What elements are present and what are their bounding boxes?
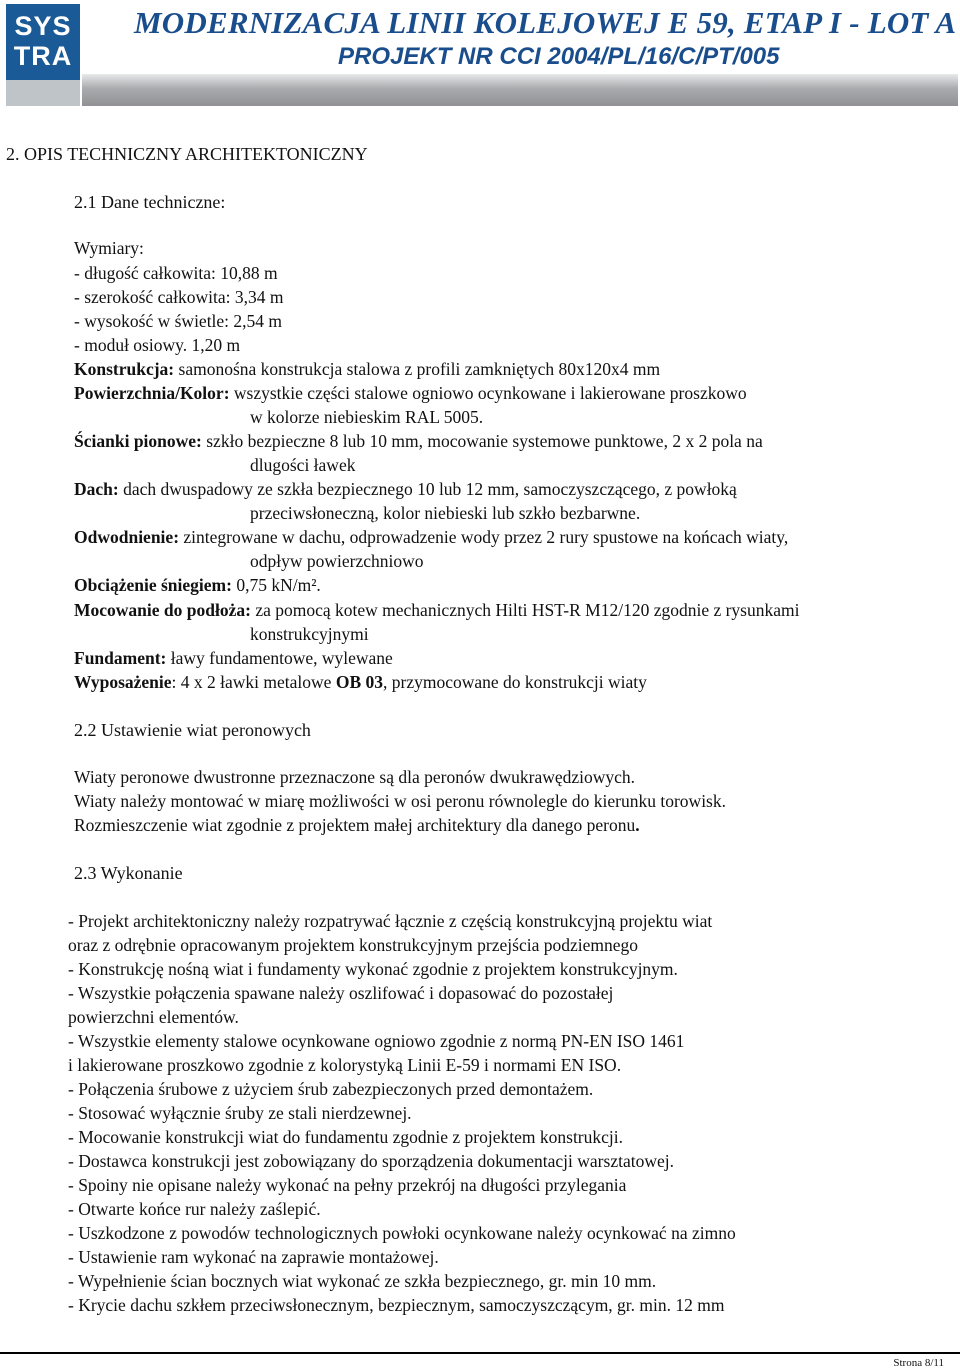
header-gradient-band <box>82 74 958 106</box>
list-item: - Otwarte końce rur należy zaślepić. <box>68 1199 321 1219</box>
dach-label: Dach: <box>74 479 119 499</box>
list-item: - Wszystkie elementy stalowe ocynkowane ogniowo zgodnie z normą PN-EN ISO 1461 <box>68 1031 685 1051</box>
section-2-2-paragraph-3 <box>74 814 640 836</box>
logo-underbar <box>6 80 80 106</box>
odwodnienie-continuation: odpływ powierzchniowo <box>250 551 424 571</box>
odwodnienie-text: zintegrowane w dachu, odprowadzenie wody przez 2 rury spustowe na końcach wiaty, <box>179 527 789 547</box>
obciazenie-label: Obciążenie śniegiem: <box>74 575 232 595</box>
dach-text: dach dwuspadowy ze szkła bezpiecznego 10 lub 12 mm, samoczyszczącego, z powłoką <box>118 479 737 499</box>
wyposazenie-line <box>74 671 647 693</box>
list-item: i lakierowane proszkowo zgodnie z kolorystyką Linii E-59 i normami EN ISO. <box>68 1055 622 1075</box>
dimension-height: - wysokość w świetle: 2,54 m <box>74 311 283 331</box>
dach-line <box>74 478 737 500</box>
section-2-1-heading: 2.1 Dane techniczne: <box>74 192 226 212</box>
footer-divider <box>0 1352 960 1354</box>
obciazenie-text: 0,75 kN/m². <box>231 575 321 595</box>
dimension-width: - szerokość całkowita: 3,34 m <box>74 287 284 307</box>
konstrukcja-label: Konstrukcja: <box>74 359 175 379</box>
list-item: - Uszkodzone z powodów technologicznych powłoki ocynkowane należy ocynkować na zimno <box>68 1223 736 1243</box>
systra-logo <box>6 4 80 80</box>
scianki-text: szkło bezpieczne 8 lub 10 mm, mocowanie systemowe punktowe, 2 x 2 pola na <box>201 431 763 451</box>
powierzchnia-label: Powierzchnia/Kolor: <box>74 383 230 403</box>
list-item: - Stosować wyłącznie śruby ze stali nierdzewnej. <box>68 1103 412 1123</box>
mocowanie-label: Mocowanie do podłoża: <box>74 600 251 620</box>
fundament-line <box>74 647 393 669</box>
wyposazenie-label: Wyposażenie <box>74 672 172 692</box>
powierzchnia-line <box>74 382 747 404</box>
paragraph-3-dot: . <box>635 815 640 835</box>
list-item: - Spoiny nie opisane należy wykonać na pełny przekrój na długości przylegania <box>68 1175 627 1195</box>
mocowanie-text: za pomocą kotew mechanicznych Hilti HST-R M12/120 zgodnie z rysunkami <box>250 600 800 620</box>
odwodnienie-label: Odwodnienie: <box>74 527 180 547</box>
list-item: oraz z odrębnie opracowanym projektem konstrukcyjnym przejścia podziemnego <box>68 935 639 955</box>
list-item: powierzchni elementów. <box>68 1007 239 1027</box>
powierzchnia-continuation: w kolorze niebieskim RAL 5005. <box>250 407 484 427</box>
page-number: Strona 8/11 <box>893 1357 944 1369</box>
scianki-label: Ścianki pionowe: <box>74 431 202 451</box>
section-2-2-paragraph-2: Wiaty należy montować w miarę możliwości w osi peronu równolegle do kierunku torowisk. <box>74 791 726 811</box>
document-subtitle: PROJEKT NR CCI 2004/PL/16/C/PT/005 <box>338 43 780 70</box>
list-item: - Ustawienie ram wykonać na zaprawie montażowej. <box>68 1247 439 1267</box>
fundament-text: ławy fundamentowe, wylewane <box>166 648 393 668</box>
wymiary-label: Wymiary: <box>74 238 144 258</box>
mocowanie-line <box>74 599 800 621</box>
list-item: - Mocowanie konstrukcji wiat do fundamentu zgodnie z projektem konstrukcji. <box>68 1127 624 1147</box>
page-header <box>0 0 960 110</box>
logo-text-top: SYS <box>14 11 72 41</box>
scianki-line <box>74 430 763 452</box>
list-item: - Konstrukcję nośną wiat i fundamenty wykonać zgodnie z projektem konstrukcyjnym. <box>68 959 678 979</box>
konstrukcja-text: samonośna konstrukcja stalowa z profili zamkniętych 80x120x4 mm <box>174 359 661 379</box>
paragraph-3-text: Rozmieszczenie wiat zgodnie z projektem małej architektury dla danego peronu <box>74 815 636 835</box>
scianki-continuation: dlugości ławek <box>250 455 356 475</box>
obciazenie-line <box>74 574 321 596</box>
dimension-length: - długość całkowita: 10,88 m <box>74 263 278 283</box>
list-item: - Połączenia śrubowe z użyciem śrub zabezpieczonych przed demontażem. <box>68 1079 594 1099</box>
dach-continuation: przeciwsłoneczną, kolor niebieski lub szkło bezbarwne. <box>250 503 641 523</box>
odwodnienie-line <box>74 526 788 548</box>
fundament-label: Fundament: <box>74 648 167 668</box>
section-2-2-heading: 2.2 Ustawienie wiat peronowych <box>74 720 311 740</box>
list-item: - Dostawca konstrukcji jest zobowiązany do sporządzenia dokumentacji warsztatowej. <box>68 1151 674 1171</box>
konstrukcja-line <box>74 358 660 380</box>
section-2-3-heading: 2.3 Wykonanie <box>74 863 183 883</box>
wyposazenie-text-1: : 4 x 2 ławki metalowe <box>171 672 336 692</box>
wyposazenie-text-2: , przymocowane do konstrukcji wiaty <box>383 672 647 692</box>
section-2-2-paragraph-1: Wiaty peronowe dwustronne przeznaczone są dla peronów dwukrawędziowych. <box>74 767 636 787</box>
document-title: MODERNIZACJA LINII KOLEJOWEJ E 59, ETAP I - LOT A <box>134 5 957 40</box>
logo-text-bottom: TRA <box>13 41 73 71</box>
list-item: - Wszystkie połączenia spawane należy oszlifować i dopasować do pozostałej <box>68 983 614 1003</box>
list-item: - Krycie dachu szkłem przeciwsłonecznym, bezpiecznym, samoczyszczącym, gr. min. 12 mm <box>68 1295 725 1315</box>
powierzchnia-text: wszystkie części stalowe ogniowo ocynkowane i lakierowane proszkowo <box>229 383 747 403</box>
list-item: - Projekt architektoniczny należy rozpatrywać łącznie z częścią konstrukcyjną projektu wiat <box>68 911 713 931</box>
wyposazenie-model: OB 03 <box>335 672 383 692</box>
list-item: - Wypełnienie ścian bocznych wiat wykonać ze szkła bezpiecznego, gr. min 10 mm. <box>68 1271 657 1291</box>
mocowanie-continuation: konstrukcyjnymi <box>250 624 369 644</box>
section-2-heading: 2. OPIS TECHNICZNY ARCHITEKTONICZNY <box>6 144 368 164</box>
dimension-module: - moduł osiowy. 1,20 m <box>74 335 241 355</box>
